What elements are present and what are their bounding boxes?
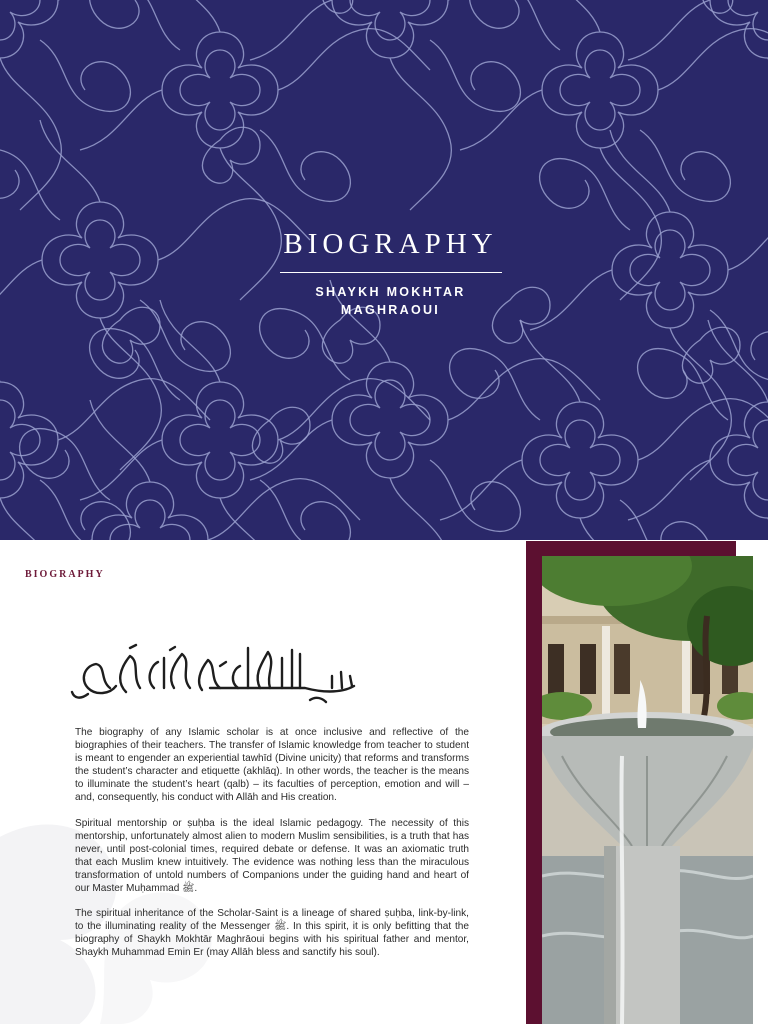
paragraph-3: The spiritual inheritance of the Scholar-Saint is a lineage of shared ṣuḥba, link-by-link, to the illuminating reality of the Messenger ﷺ. In this spirit, it is only befitting that the biography of Shaykh Mokhtār Maghrāoui begins with his spiritual father and mentor, Shaykh Muhammad Emin Er (may Allāh bless and sanctify his soul). xyxy=(75,908,469,959)
fountain-illustration xyxy=(542,556,753,1024)
cover-divider xyxy=(280,272,502,273)
biography-text xyxy=(75,726,469,972)
paragraph-2: Spiritual mentorship or ṣuḥba is the ideal Islamic pedagogy. The necessity of this mentorship, unfortunately almost alien to modern Muslim sensibilities, is a truth that has never, until post-colonial times, required debate or defense. It was an axiomatic truth that each Muslim knew intuitively. The evidence was nothing less than the miraculous transformation of untold numbers of Companions under the guiding hand and heart of our Master Muḥammad ﷺ. xyxy=(75,817,469,895)
basmala-calligraphy xyxy=(70,636,365,706)
paragraph-1: The biography of any Islamic scholar is at once inclusive and reflective of the biographies of their teachers. The transfer of Islamic knowledge from teacher to student is meant to engender an experiential tawhīd (Divine unicity) that reforms and transforms the student’s character and etiquette (akhlāq). In other words, the teacher is the means to illuminate the student’s heart (qalb) – its faculties of perception, emotion and will – and, consequently, his conduct with Allāh and His creation. xyxy=(75,727,469,804)
fountain-photo xyxy=(542,556,753,1024)
cover-subtitle-line1: SHAYKH MOKHTAR xyxy=(315,285,466,299)
cover-subtitle-line2: MAGHRAOUI xyxy=(340,303,441,317)
cover-title: BIOGRAPHY xyxy=(283,228,498,260)
cover-subtitle xyxy=(278,283,503,319)
section-label: BIOGRAPHY xyxy=(25,569,105,580)
